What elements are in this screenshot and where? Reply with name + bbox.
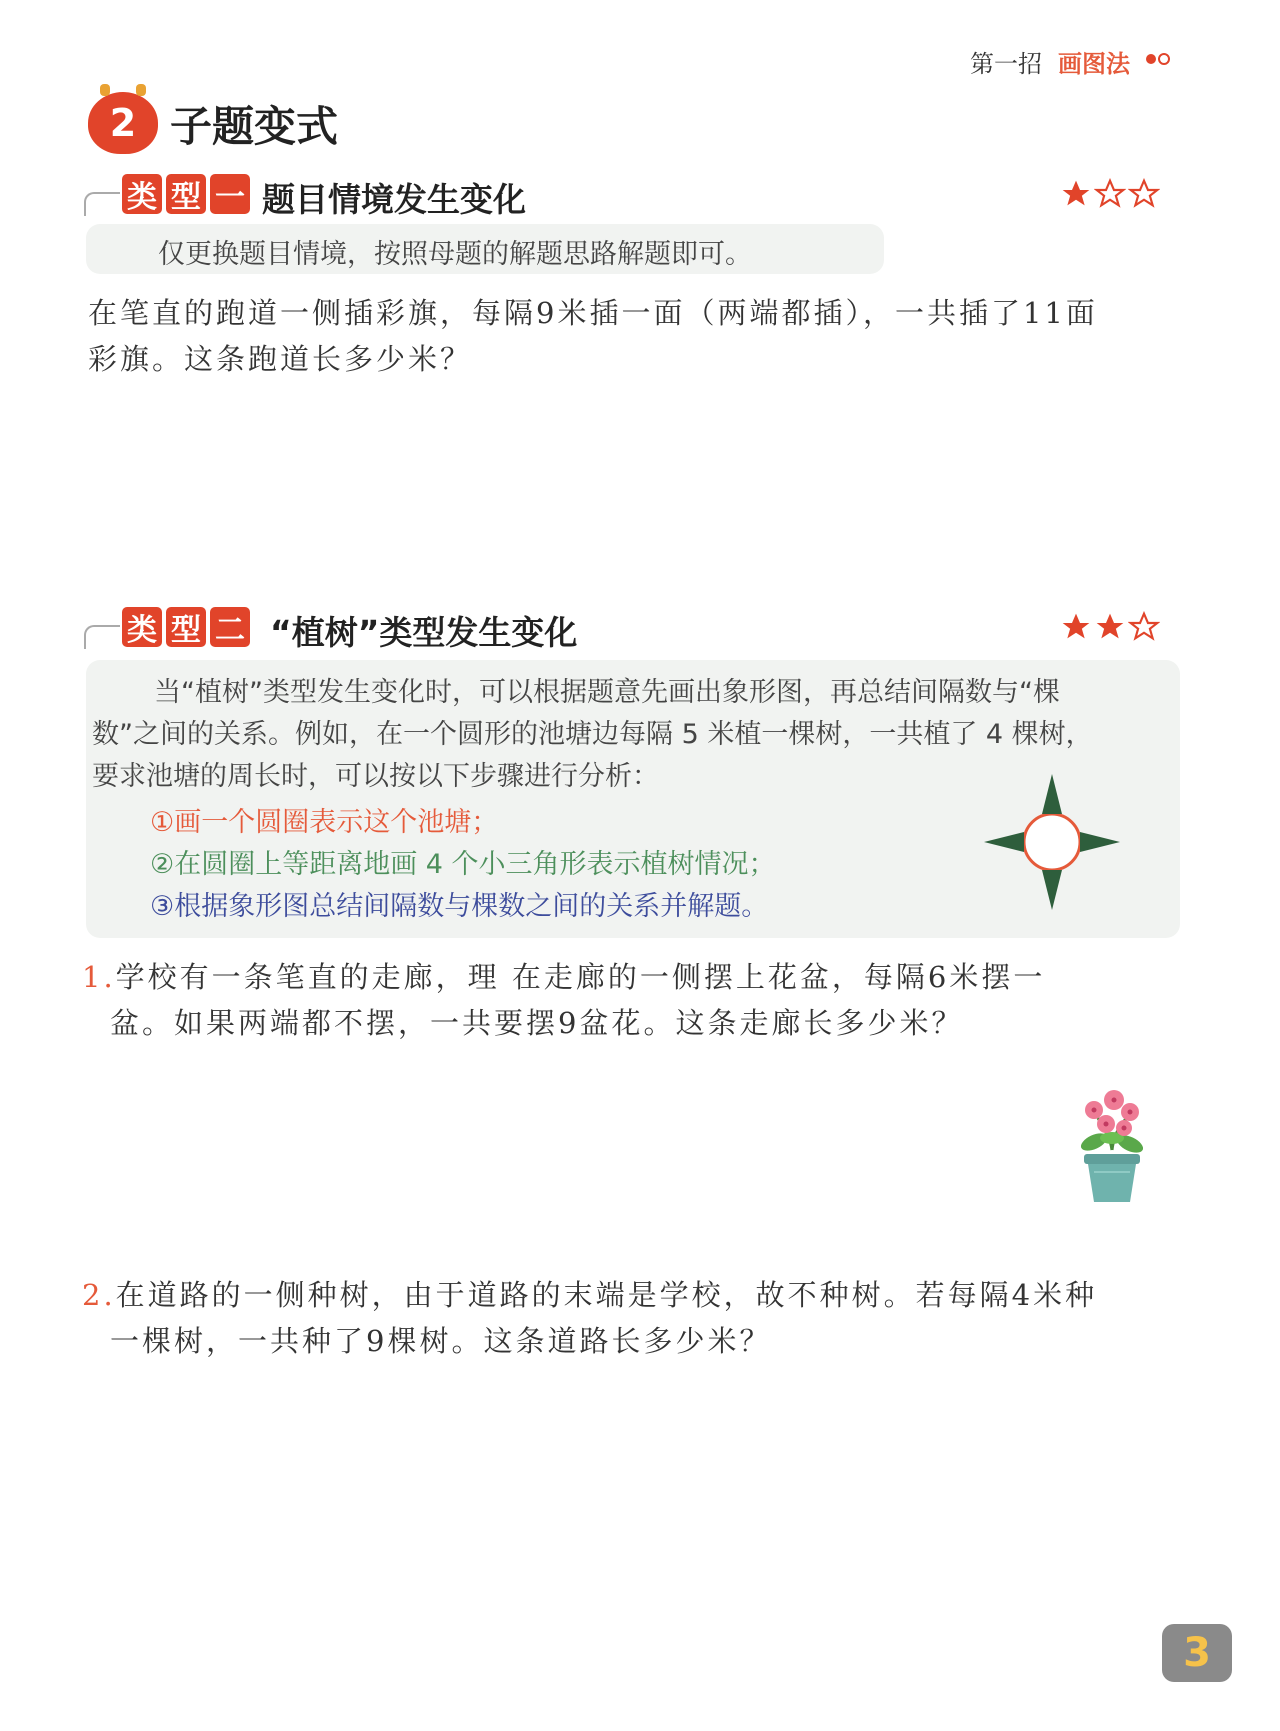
- question-line: 在笔直的跑道一侧插彩旗，每隔9米插一面（两端都插），一共插了11面: [88, 296, 1098, 330]
- section-number: 2: [109, 101, 137, 145]
- chapter-label: 第一招: [970, 50, 1042, 78]
- type-tag-char: 型: [166, 607, 206, 647]
- type1-question: [88, 290, 1198, 382]
- type2-tip-line: 要求池塘的周长时，可以按以下步骤进行分析：: [92, 761, 659, 792]
- type2-tip-line: 数”之间的关系。例如，在一个圆形的池塘边每隔 5 米植一棵树，一共植了 4 棵树，: [92, 719, 1093, 750]
- type1-difficulty-stars: [1060, 178, 1160, 210]
- question-number: 2.: [82, 1278, 116, 1312]
- type-tag-char: 型: [166, 174, 206, 214]
- type1-tip: 仅更换题目情境，按照母题的解题思路解题即可。: [158, 239, 752, 270]
- dots-icon: [1144, 52, 1172, 66]
- type1-title: 题目情境发生变化: [262, 180, 526, 219]
- star-empty-icon: [1128, 178, 1160, 210]
- flower-pot-icon: [1072, 1080, 1152, 1206]
- type2-title: “植树”类型发生变化: [270, 613, 578, 652]
- tree-triangle: [1080, 832, 1120, 852]
- star-empty-icon: [1128, 611, 1160, 643]
- question-1: [82, 954, 1192, 1046]
- question-2: [82, 1272, 1192, 1364]
- pond-circle: [1024, 814, 1080, 870]
- method-label: 画图法: [1058, 50, 1130, 78]
- question-line: 彩旗。这条跑道长多少米？: [88, 342, 473, 376]
- type-tag-char: 类: [122, 607, 162, 647]
- star-filled-icon: [1060, 178, 1092, 210]
- type-tag-char: 一: [210, 174, 250, 214]
- question-text: 学校有一条笔直的走廊，理 在走廊的一侧摆上花盆，每隔6米摆一: [115, 960, 1046, 994]
- page-number: 3: [1162, 1624, 1232, 1682]
- type-tag-char: 类: [122, 174, 162, 214]
- type2-header: [84, 603, 1194, 653]
- type1-header: [84, 170, 1194, 220]
- star-filled-icon: [1094, 611, 1126, 643]
- question-line: [82, 1272, 1192, 1318]
- tree-triangle: [984, 832, 1024, 852]
- step-3: ③根据象形图总结间隔数与棵数之间的关系并解题。: [150, 891, 769, 922]
- section-number-badge: [88, 92, 158, 154]
- step-2: ②在圆圈上等距离地画 4 个小三角形表示植树情况；: [150, 849, 776, 880]
- section-title: 子题变式: [170, 102, 339, 151]
- tree-triangle: [1042, 774, 1062, 814]
- type2-difficulty-stars: [1060, 611, 1160, 643]
- question-line: [82, 954, 1192, 1000]
- question-line: 盆。如果两端都不摆，一共要摆9盆花。这条走廊长多少米？: [110, 1006, 964, 1040]
- star-filled-icon: [1060, 611, 1092, 643]
- type-tag-char: 二: [210, 607, 250, 647]
- question-text: 在道路的一侧种树，由于道路的末端是学校，故不种树。若每隔4米种: [115, 1278, 1098, 1312]
- type2-tag: [122, 607, 250, 647]
- step-1: ①画一个圆圈表示这个池塘；: [150, 807, 499, 838]
- type2-tip-line: 当“植树”类型发生变化时，可以根据题意先画出象形图，再总结间隔数与“棵: [154, 677, 1060, 708]
- star-empty-icon: [1094, 178, 1126, 210]
- pond-with-trees-diagram: [980, 770, 1124, 914]
- type1-tag: [122, 174, 250, 214]
- tree-triangle: [1042, 870, 1062, 910]
- question-line: 一棵树，一共种了9棵树。这条道路长多少米？: [110, 1324, 772, 1358]
- question-number: 1.: [82, 960, 116, 994]
